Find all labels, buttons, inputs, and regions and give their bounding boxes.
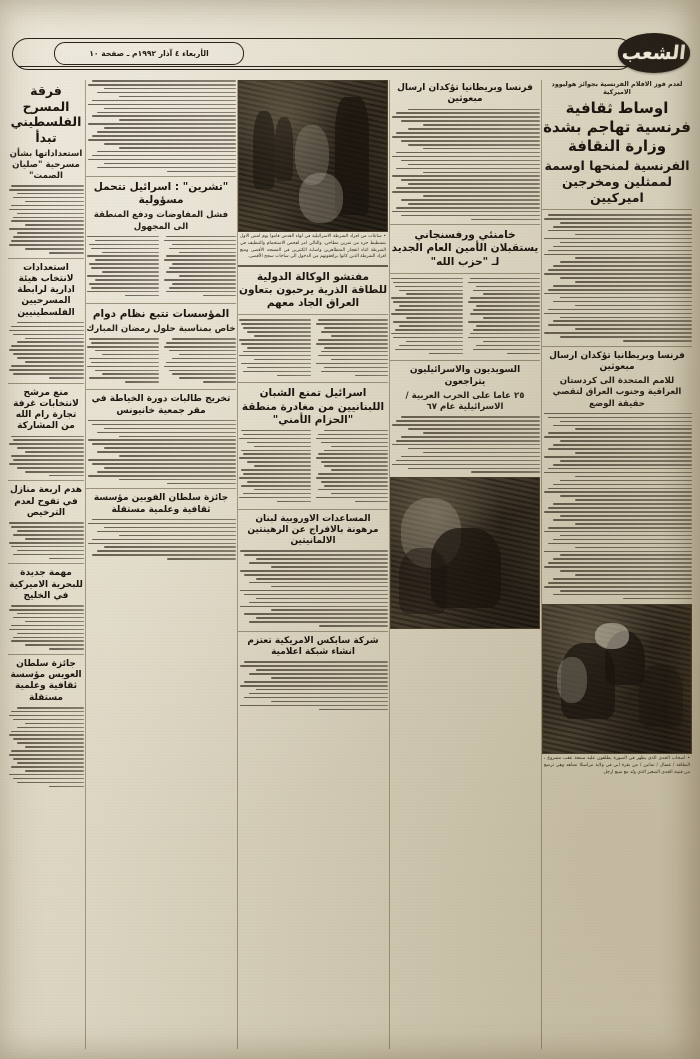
col2-body-2 <box>390 416 540 473</box>
col4-body-3 <box>86 420 236 485</box>
divider <box>238 314 388 315</box>
divider <box>542 346 692 347</box>
divider <box>238 265 388 267</box>
col1-headline-8: هدم اربعة منازل في تفوح لعدم الترخيص <box>9 485 83 518</box>
col2-headline-4: تخريج طالبات دورة الخياطة في مقر جمعية خانيونس <box>91 394 231 416</box>
col4-body-2b <box>86 338 159 385</box>
newspaper-logo <box>618 33 690 73</box>
lead-body-text <box>542 214 692 342</box>
divider <box>390 360 540 361</box>
col2-headline-0: مفتشو الوكالة الدولية للطاقة الذرية يرحبون بتعاون العراق الجاد معهم <box>238 271 388 310</box>
col4-body-4 <box>86 519 236 560</box>
photo-top-police <box>238 80 388 232</box>
col5-body-0 <box>8 185 84 254</box>
col4-headline-ext: فرنسا وبريطانيا تؤكدان ارسال مبعوثين <box>397 83 533 105</box>
divider <box>86 389 236 390</box>
column-lead <box>542 80 692 1049</box>
col1-sub-1: استعداداتها بشأن مسرحية "صليان الصمت" <box>9 148 83 181</box>
col4-sub-1: للامم المتحدة الى كردستان العراقية وجنوب العراق لتقصي حقيقة الوضع <box>552 376 682 409</box>
col3-body-3 <box>238 661 388 710</box>
logo-text: الشعب <box>620 42 688 64</box>
col3-body-2 <box>238 550 388 626</box>
divider <box>8 563 84 564</box>
col2-twin-body <box>390 278 540 357</box>
col4-twin-body <box>86 236 236 299</box>
divider <box>8 258 84 259</box>
col2-headline-3: جائزة سلطان الفوبين مؤسسة ثقافية وعلمية مستقلة <box>93 493 229 515</box>
col1-headline-2: "تشرين" : اسرائيل تتحمل مسؤولية <box>93 181 229 207</box>
divider <box>238 631 388 632</box>
photo-bottom-caption: • اصحاب الجدي الذي يظهر في الصورة يطلقون عليه سمعة عقب مشروع ، البطاقة / غسال / ثمانين / من بقرة ابي في ولاية نبراسكا تشاهد وهي ترضع من قنينة الجدي الصغير الذي ولد مع سبع ارجل. <box>544 756 690 775</box>
col3-twin-body-2 <box>238 430 388 505</box>
col2-headline-5: شركة سابكس الامريكية تعتزم انشاء شبكة اعلامية <box>247 635 379 658</box>
divider <box>390 224 540 225</box>
divider <box>542 209 692 210</box>
lead-headline-line1: اوساط ثقافية فرنسية تهاجم بشدة وزارة النقافة <box>543 99 691 155</box>
divider <box>86 176 236 177</box>
divider <box>86 488 236 489</box>
photo-bottom-goat-continued <box>390 477 540 629</box>
divider <box>8 654 84 655</box>
col1-sub-5: خاص بمناسبة حلول رمضان المبارك <box>86 323 236 334</box>
col1-headline-6: استعدادات لانتخاب هيئة ادارية لرابطة المسرحيين الفلسطينيين <box>17 262 75 318</box>
col3-headline-0: خامنئي ورفسنجاني يستقبلان الأمين العام الجديد لـ "حزب الله" <box>391 229 539 268</box>
column-five <box>8 80 84 1049</box>
photo-top-caption: • ساعات من افراد الشرطة الاسرائيلية في لواء القدس قاموا يوم امس الاول بتشطيط جزء من تمرين مطاحن، والتالي امر لفحص الاستحمام والتنظيف في الشرطة اثناء انفجار المتظاهرين واصابة الكثيرين في المسجد الأقصى ومنع افراد الشرطة الذين كانوا يرافقونهم من الدخول الى ساحات سجح الأقصى. <box>240 234 386 260</box>
col3-body-1b <box>238 430 311 505</box>
col1-headline-10: جائزة سلطان العويس مؤسسة ثقافية وعلمية مستقلة <box>10 658 82 703</box>
divider <box>238 382 388 383</box>
col1-headline-9: مهمة جديدة للبحرية الاميركية في الخليج <box>9 568 83 601</box>
column-four <box>86 80 236 1049</box>
divider <box>8 383 84 384</box>
col2-headline-1: اسرائيل تمنع الشبان اللبنانيين من مغادرة منطقة "الحزام الأمني" <box>241 387 385 426</box>
col3-sub-2: ٢٥ عاما على الحرب العربية / الاسرائيلية عام ٦٧ <box>405 390 525 413</box>
column-three <box>238 80 388 1049</box>
col5-body-2 <box>8 436 84 477</box>
col4-body-1b <box>86 236 159 299</box>
col3-body-0b <box>238 319 311 378</box>
col1-headline-7: منع مرشح لانتخابات غرفة تجارة رام الله من المشاركة <box>13 387 79 432</box>
divider <box>86 303 236 304</box>
col2-headline-2: المساعدات الاوروبية لبنان مرهونة بالافراج عن الرهينتين الالمانيتين <box>247 513 379 547</box>
date-text: الأربعاء ٤ آذار ١٩٩٢م ـ صفحة ١٠ <box>89 49 209 58</box>
divider <box>8 480 84 481</box>
lead-kicker: لعدم فوز الافلام الفرنسية بجوائز هوليوود الاميركية <box>551 80 683 96</box>
col1-body-2 <box>542 413 692 600</box>
date-pill <box>54 42 244 65</box>
col4-headline-0: فرنسا وبريطانيا تؤكدان ارسال مبعوثين <box>549 350 685 372</box>
col4-body-2a <box>164 338 237 385</box>
col4-twin-body-2 <box>86 338 236 385</box>
photo-bottom-goat <box>542 604 692 754</box>
column-two <box>390 80 540 1049</box>
col5-body-5 <box>8 707 84 787</box>
divider <box>390 273 540 274</box>
col1-headline-0: فرقة المسرح الفلسطيني تبدأ <box>10 83 82 145</box>
content-grid <box>8 80 692 1049</box>
col3-body-1a <box>316 430 389 505</box>
col5-body-3 <box>8 522 84 559</box>
col3-headline-1: السويديون والاسرائيليون يتراجعون <box>409 365 521 387</box>
col4-body-top <box>86 80 236 172</box>
lead-headline-line2: الفرنسية لمنحها اوسمة لممثلين ومخرجين اميركيين <box>544 158 690 205</box>
masthead <box>8 34 692 76</box>
col3-twin-body <box>238 319 388 378</box>
col1-headline-4: المؤسسات تتبع نظام دوام <box>92 307 230 320</box>
col2-body-1a <box>468 278 541 357</box>
col5-body-1 <box>8 322 84 379</box>
col4-body-1a <box>164 236 237 299</box>
divider <box>238 509 388 510</box>
col1-sub-3: فشل المفاوضات ودفع المنطقة الى المجهول <box>93 210 229 232</box>
col2-body-0 <box>390 109 540 221</box>
col3-body-0a <box>316 319 389 378</box>
col5-body-4 <box>8 605 84 650</box>
col2-body-1b <box>390 278 463 357</box>
